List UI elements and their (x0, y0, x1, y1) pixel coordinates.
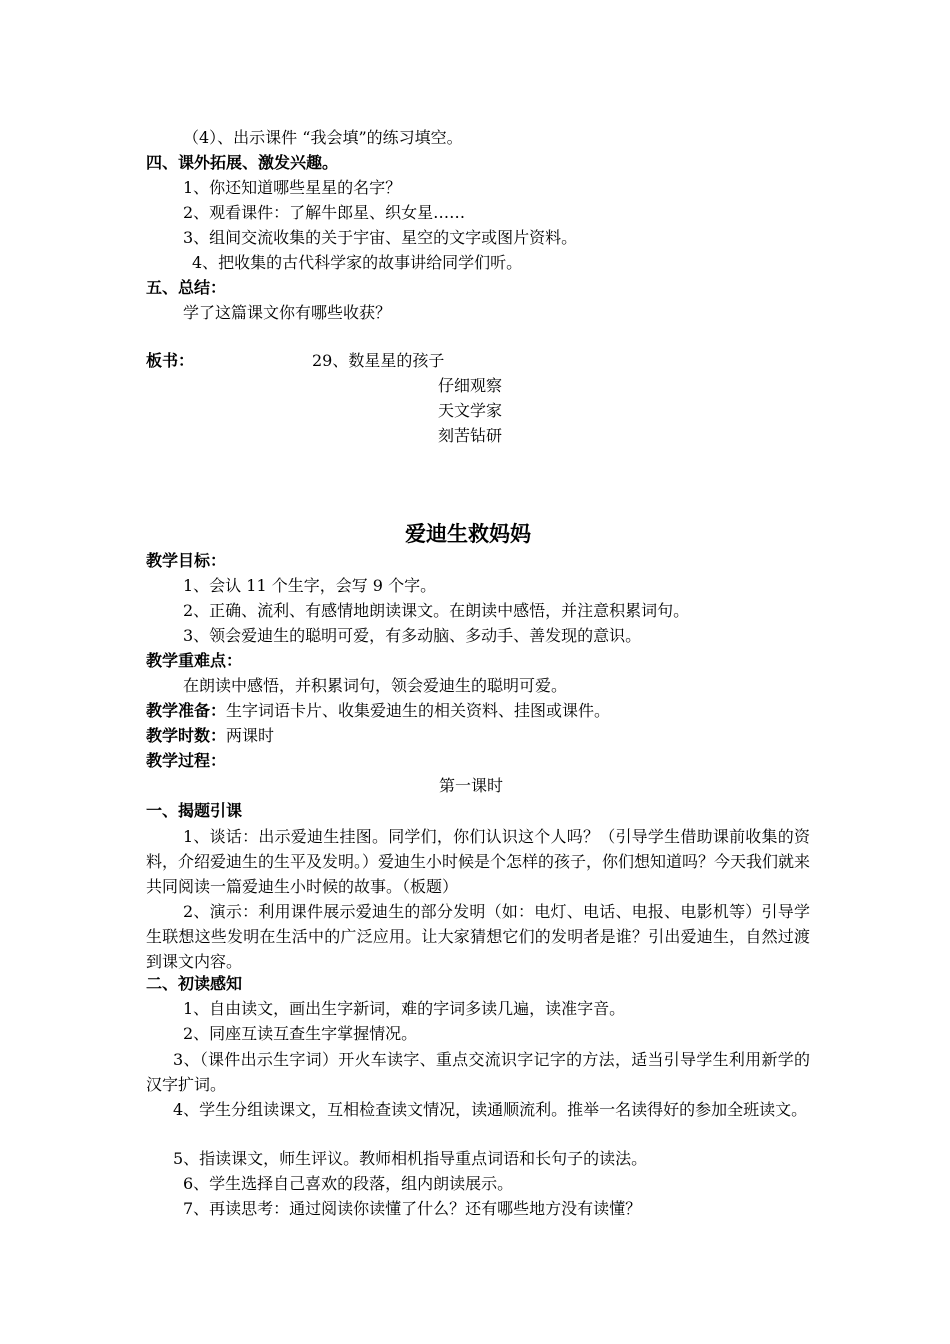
step-2-item-3: 3、（课件出示生字词）开火车读字、重点交流识字记字的方法，适当引导学生利用新学的汉字扩词。 (146, 1050, 810, 1094)
step-1-heading: 一、揭题引课 (146, 801, 243, 820)
step-2-item-7: 7、再读思考：通过阅读你读懂了什么？还有哪些地方没有读懂？ (183, 1199, 642, 1218)
goal-item-3: 3、领会爱迪生的聪明可爱，有多动脑、多动手、善发现的意识。 (183, 626, 642, 645)
process-label: 教学过程： (146, 751, 227, 770)
section-5-heading: 五、总结： (146, 278, 227, 297)
preparation-text: 生字词语卡片、收集爱迪生的相关资料、挂图或课件。 (226, 701, 611, 720)
preparation-label: 教学准备： (146, 701, 227, 720)
section-4-item-2: 2、观看课件：了解牛郎星、织女星…… (183, 203, 466, 222)
section-4-heading: 四、课外拓展、激发兴趣。 (146, 153, 339, 172)
step-2-item-6: 6、学生选择自己喜欢的段落，组内朗读展示。 (183, 1174, 514, 1193)
step-1-paragraph-1: 1、谈话：出示爱迪生挂图。同学们，你们认识这个人吗？（引导学生借助课前收集的资料，介绍爱迪生的生平及发明。）爱迪生小时候是个怎样的孩子，你们想知道吗？今天我们就来共同阅读一篇爱迪生小时候的故事。（板题） (146, 827, 811, 896)
step-1-paragraph-2: 2、演示：利用课件展示爱迪生的部分发明（如：电灯、电话、电报、电影机等）引导学生联想这些发明在生活中的广泛应用。让大家猜想它们的发明者是谁？引出爱迪生，自然过渡到课文内容。 (146, 902, 810, 971)
goal-item-2: 2、正确、流利、有感情地朗读课文。在朗读中感悟，并注意积累词句。 (183, 601, 690, 620)
exercise-item-4: （4）、出示课件 “我会填”的练习填空。 (183, 128, 463, 147)
goals-label: 教学目标： (146, 551, 227, 570)
step-2-item-5: 5、指读课文，师生评议。教师相机指导重点词语和长句子的读法。 (173, 1149, 648, 1168)
board-item-3: 刻苦钻研 (438, 426, 503, 445)
goal-item-1: 1、会认 11 个生字，会写 9 个字。 (183, 576, 437, 595)
board-label: 板书： (146, 351, 195, 370)
board-item-1: 仔细观察 (438, 376, 503, 395)
lesson-title: 爱迪生救妈妈 (405, 521, 531, 546)
board-title: 29、数星星的孩子 (312, 351, 445, 370)
hours-text: 两课时 (226, 726, 275, 745)
preparation-line (146, 701, 610, 721)
board-item-2: 天文学家 (438, 401, 503, 420)
step-2-item-4: 4、学生分组读课文，互相检查读文情况，读通顺流利。推举一名读得好的参加全班读文。 (173, 1100, 808, 1119)
step-2-heading: 二、初读感知 (146, 974, 243, 993)
step-2-item-2: 2、同座互读互查生字掌握情况。 (183, 1024, 418, 1043)
key-points-label: 教学重难点： (146, 651, 243, 670)
section-4-item-3: 3、组间交流收集的关于宇宙、星空的文字或图片资料。 (183, 228, 578, 247)
section-5-text: 学了这篇课文你有哪些收获？ (183, 303, 392, 322)
section-4-item-4: 4、把收集的古代科学家的故事讲给同学们听。 (192, 253, 523, 272)
hours-label: 教学时数： (146, 726, 227, 745)
section-4-item-1: 1、你还知道哪些星星的名字？ (183, 178, 402, 197)
period-heading: 第一课时 (439, 776, 504, 795)
key-points-text: 在朗读中感悟，并积累词句，领会爱迪生的聪明可爱。 (183, 676, 568, 695)
step-2-item-1: 1、自由读文，画出生字新词，难的字词多读几遍，读准字音。 (183, 999, 626, 1018)
hours-line (146, 726, 274, 746)
